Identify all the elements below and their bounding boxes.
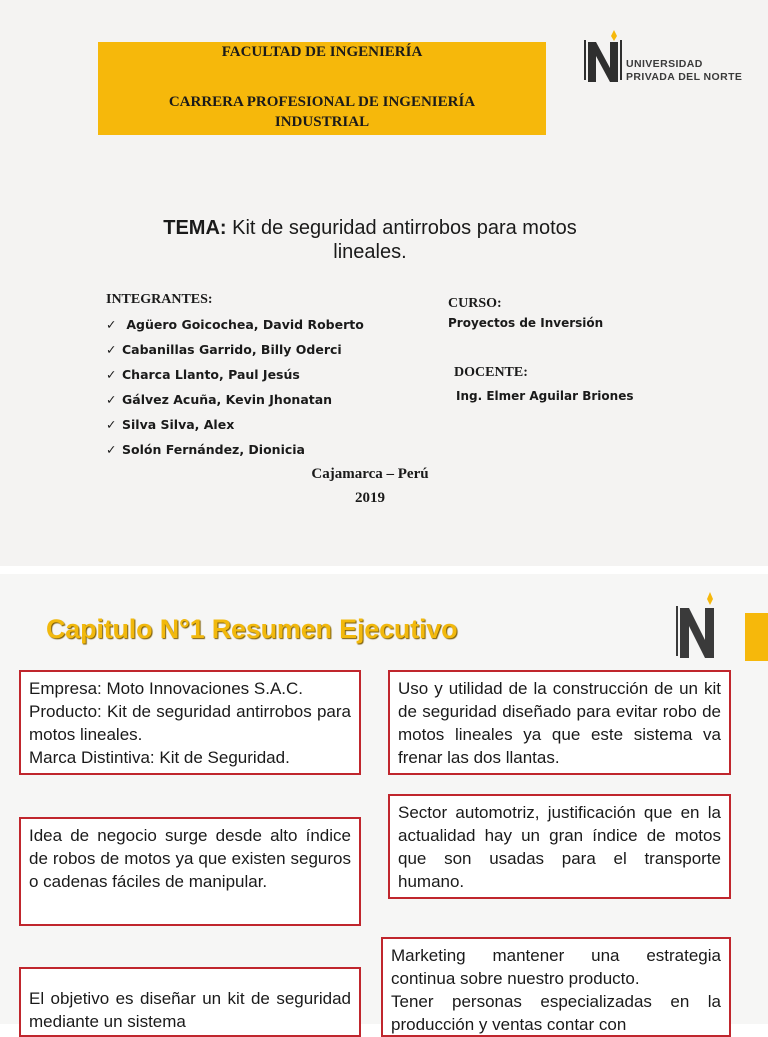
- member-name: Solón Fernández, Dionicia: [122, 442, 305, 457]
- career-title: [98, 92, 546, 132]
- member-name: Agüero Goicochea, David Roberto: [122, 317, 364, 332]
- faculty-header-box: [98, 42, 546, 135]
- university-name-line1: UNIVERSIDAD: [626, 58, 703, 70]
- year: 2019: [355, 490, 385, 506]
- use-text: Uso y utilidad de la construcción de un kit de seguridad diseñado para evitar robo de motos lineales ya que este sistema va frenar las dos llantas.: [398, 679, 721, 767]
- chapter-title: Capitulo N°1 Resumen Ejecutivo: [46, 614, 458, 644]
- idea-box: [19, 817, 361, 926]
- company-line: Empresa: Moto Innovaciones S.A.C.: [29, 679, 304, 698]
- slide-separator: [0, 566, 768, 574]
- upn-logo-icon: [580, 28, 626, 86]
- career-title-line2: INDUSTRIAL: [274, 114, 370, 130]
- university-name: [626, 58, 742, 84]
- topic-text: Kit de seguridad antirrobos para motos: [232, 217, 577, 239]
- check-icon: ✓: [106, 417, 117, 432]
- use-box: [388, 670, 731, 775]
- list-item: [106, 439, 364, 464]
- upn-logo-small-icon: [672, 590, 722, 662]
- topic-text-line2: lineales.: [333, 241, 407, 263]
- sector-text: Sector automotriz, justificación que en la actualidad hay un gran índice de motos que son usadas para el transporte humano.: [398, 803, 721, 891]
- marketing-line1: Marketing mantener una estrategia continua sobre nuestro producto.: [391, 946, 721, 988]
- marketing-line2: Tener personas especializadas en la producción y ventas contar con: [391, 992, 721, 1034]
- list-item: [106, 339, 364, 364]
- location: Cajamarca – Perú: [311, 466, 429, 482]
- objective-box: [19, 967, 361, 1037]
- product-line: Producto: Kit de seguridad antirrobos para motos lineales.: [29, 702, 351, 744]
- brand-line: Marca Distintiva: Kit de Seguridad.: [29, 748, 290, 767]
- member-name: Charca Llanto, Paul Jesús: [122, 367, 300, 382]
- members-list: [106, 314, 364, 464]
- member-name: Gálvez Acuña, Kevin Jhonatan: [122, 392, 333, 407]
- topic-heading: [110, 216, 630, 264]
- idea-text: Idea de negocio surge desde alto índice de robos de motos ya que existen seguros o cadenas fáciles de manipular.: [29, 826, 351, 891]
- sector-box: [388, 794, 731, 899]
- check-icon: ✓: [106, 317, 117, 332]
- objective-text: El objetivo es diseñar un kit de seguridad mediante un sistema: [29, 989, 351, 1031]
- check-icon: ✓: [106, 367, 117, 382]
- topic-label: TEMA:: [163, 217, 227, 239]
- members-label: INTEGRANTES:: [106, 292, 213, 307]
- marketing-box: [381, 937, 731, 1037]
- company-box: [19, 670, 361, 775]
- course-value: Proyectos de Inversión: [448, 316, 604, 330]
- member-name: Cabanillas Garrido, Billy Oderci: [122, 342, 342, 357]
- list-item: [106, 389, 364, 414]
- list-item: [106, 314, 364, 339]
- university-name-line2: PRIVADA DEL NORTE: [626, 71, 743, 83]
- list-item: [106, 364, 364, 389]
- career-title-line1: CARRERA PROFESIONAL DE INGENIERÍA: [168, 94, 476, 110]
- decorative-bar: [745, 613, 768, 661]
- faculty-title: FACULTAD DE INGENIERÍA: [221, 44, 423, 60]
- check-icon: ✓: [106, 392, 117, 407]
- check-icon: ✓: [106, 342, 117, 357]
- check-icon: ✓: [106, 442, 117, 457]
- member-name: Silva Silva, Alex: [122, 417, 235, 432]
- course-label: CURSO:: [448, 296, 502, 311]
- teacher-value: Ing. Elmer Aguilar Briones: [456, 389, 634, 403]
- list-item: [106, 414, 364, 439]
- teacher-label: DOCENTE:: [454, 365, 528, 380]
